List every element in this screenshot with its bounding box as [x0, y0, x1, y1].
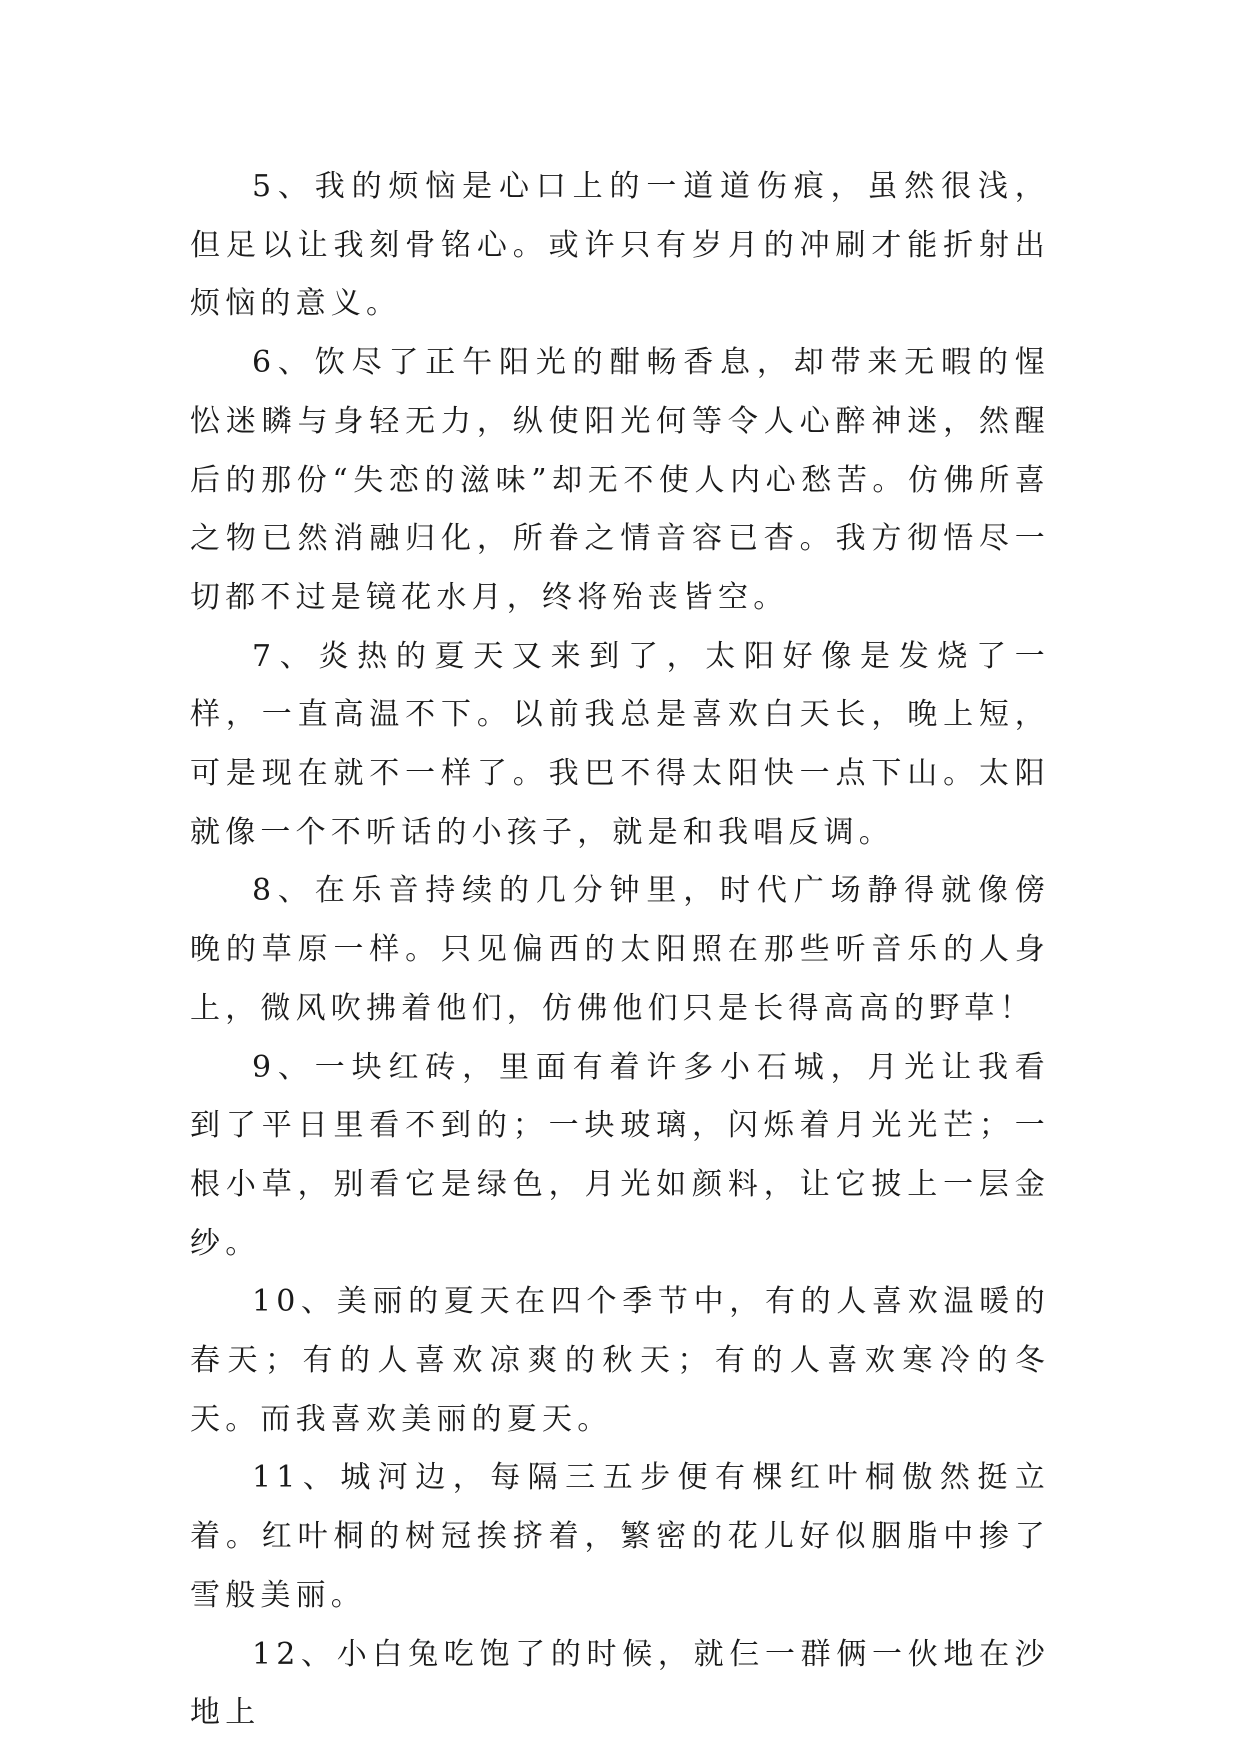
paragraph-12: 12、小白兔吃饱了的时候，就仨一群俩一伙地在沙地上	[190, 1636, 1050, 1731]
paragraph-11: 11、城河边，每隔三五步便有棵红叶桐傲然挺立着。红叶桐的树冠挨挤着，繁密的花儿好似胭脂中掺了雪般美丽。	[190, 1460, 1050, 1613]
paragraph-9: 9、一块红砖，里面有着许多小石城，月光让我看到了平日里看不到的；一块玻璃，闪烁着月光光芒；一根小草，别看它是绿色，月光如颜料，让它披上一层金纱。	[190, 1049, 1050, 1261]
paragraph-7: 7、炎热的夏天又来到了，太阳好像是发烧了一样，一直高温不下。以前我总是喜欢白天长，晚上短，可是现在就不一样了。我巴不得太阳快一点下山。太阳就像一个不听话的小孩子，就是和我唱反调。	[190, 638, 1050, 850]
paragraph-8: 8、在乐音持续的几分钟里，时代广场静得就像傍晚的草原一样。只见偏西的太阳照在那些听音乐的人身上，微风吹拂着他们，仿佛他们只是长得高高的野草！	[190, 873, 1050, 1026]
paragraph-6: 6、饮尽了正午阳光的酣畅香息，却带来无暇的惺忪迷瞵与身轻无力，纵使阳光何等令人心醉神迷，然醒后的那份“失恋的滋味”却无不使人内心愁苦。仿佛所喜之物已然消融归化，所眷之情音容已杳。我方彻悟尽一切都不过是镜花水月，终将殆丧皆空。	[190, 345, 1050, 615]
paragraph-5: 5、我的烦恼是心口上的一道道伤痕，虽然很浅，但足以让我刻骨铭心。或许只有岁月的冲刷才能折射出烦恼的意义。	[190, 169, 1050, 322]
document-body	[190, 158, 1050, 1743]
paragraph-10: 10、美丽的夏天在四个季节中，有的人喜欢温暖的春天；有的人喜欢凉爽的秋天；有的人喜欢寒冷的冬天。而我喜欢美丽的夏天。	[190, 1284, 1050, 1437]
